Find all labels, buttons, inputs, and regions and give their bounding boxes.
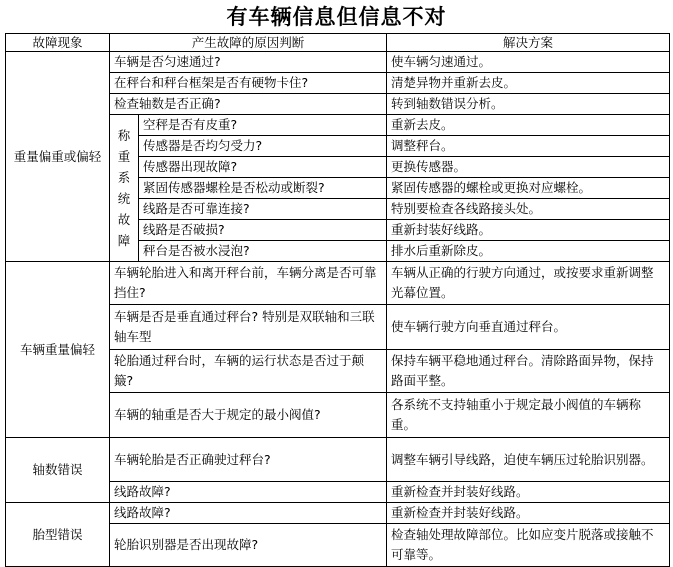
cause-cell: 在秤台和秤台框架是否有硬物卡住?	[110, 73, 387, 94]
table-row	[6, 262, 670, 305]
solution-cell: 检查轴处理故障部位。比如应变片脱落或接触不可靠等。	[387, 524, 670, 567]
header-cause: 产生故障的原因判断	[110, 34, 387, 52]
phenomenon-cell: 车辆重量偏轻	[6, 262, 110, 438]
cause-cell: 轮胎识别器是否出现故障?	[110, 524, 387, 567]
phenomenon-cell: 重量偏重或偏轻	[6, 52, 110, 262]
solution-cell: 各系统不支持轴重小于规定最小阀值的车辆称重。	[387, 393, 670, 438]
cause-cell: 车辆的轴重是否大于规定的最小阀值?	[110, 393, 387, 438]
cause-cell: 车辆轮胎是否正确驶过秤台?	[110, 438, 387, 482]
solution-cell: 使车辆匀速通过。	[387, 52, 670, 73]
solution-cell: 调整车辆引导线路，迫使车辆压过轮胎识别器。	[387, 438, 670, 482]
table-row	[6, 52, 670, 73]
header-phenomenon: 故障现象	[6, 34, 110, 52]
cause-cell: 车辆是否是垂直通过秤台? 特别是双联轴和三联轴车型	[110, 305, 387, 350]
solution-cell: 调整秤台。	[387, 136, 670, 157]
cause-cell: 秤台是否被水浸泡?	[139, 241, 387, 262]
solution-cell: 特别要检查各线路接头处。	[387, 199, 670, 220]
solution-cell: 紧固传感器的螺栓或更换对应螺栓。	[387, 178, 670, 199]
document-title: 有车辆信息但信息不对	[226, 4, 447, 29]
solution-cell: 重新去皮。	[387, 115, 670, 136]
solution-cell: 保持车辆平稳地通过秤台。清除路面异物，保持路面平整。	[387, 350, 670, 393]
solution-cell: 重新检查并封装好线路。	[387, 482, 670, 503]
solution-cell: 重新封装好线路。	[387, 220, 670, 241]
solution-cell: 清楚异物并重新去皮。	[387, 73, 670, 94]
solution-cell: 排水后重新除皮。	[387, 241, 670, 262]
solution-cell: 重新检查并封装好线路。	[387, 503, 670, 524]
subcategory-label: 称重系统故障	[117, 128, 131, 248]
cause-cell: 线路是否破损?	[139, 220, 387, 241]
cause-cell: 车辆是否匀速通过?	[110, 52, 387, 73]
cause-cell: 车辆轮胎进入和离开秤台前，车辆分离是否可靠挡住?	[110, 262, 387, 305]
table-row	[6, 503, 670, 524]
troubleshooting-table	[5, 33, 670, 567]
solution-cell: 转到轴数错误分析。	[387, 94, 670, 115]
cause-cell: 紧固传感器螺栓是否松动或断裂?	[139, 178, 387, 199]
solution-cell: 使车辆行驶方向垂直通过秤台。	[387, 305, 670, 350]
header-solution: 解决方案	[387, 34, 670, 52]
cause-cell: 线路是否可靠连接?	[139, 199, 387, 220]
header-row	[6, 34, 670, 52]
phenomenon-cell: 轴数错误	[6, 438, 110, 503]
phenomenon-cell: 胎型错误	[6, 503, 110, 567]
cause-cell: 传感器出现故障?	[139, 157, 387, 178]
cause-cell: 传感器是否均匀受力?	[139, 136, 387, 157]
cause-cell: 轮胎通过秤台时，车辆的运行状态是否过于颠簸?	[110, 350, 387, 393]
cause-cell: 检查轴数是否正确?	[110, 94, 387, 115]
subcategory-cell	[110, 115, 139, 262]
cause-cell: 线路故障?	[110, 482, 387, 503]
solution-cell: 车辆从正确的行驶方向通过，或按要求重新调整光幕位置。	[387, 262, 670, 305]
cause-cell: 空秤是否有皮重?	[139, 115, 387, 136]
solution-cell: 更换传感器。	[387, 157, 670, 178]
table-row	[6, 438, 670, 482]
cause-cell: 线路故障?	[110, 503, 387, 524]
